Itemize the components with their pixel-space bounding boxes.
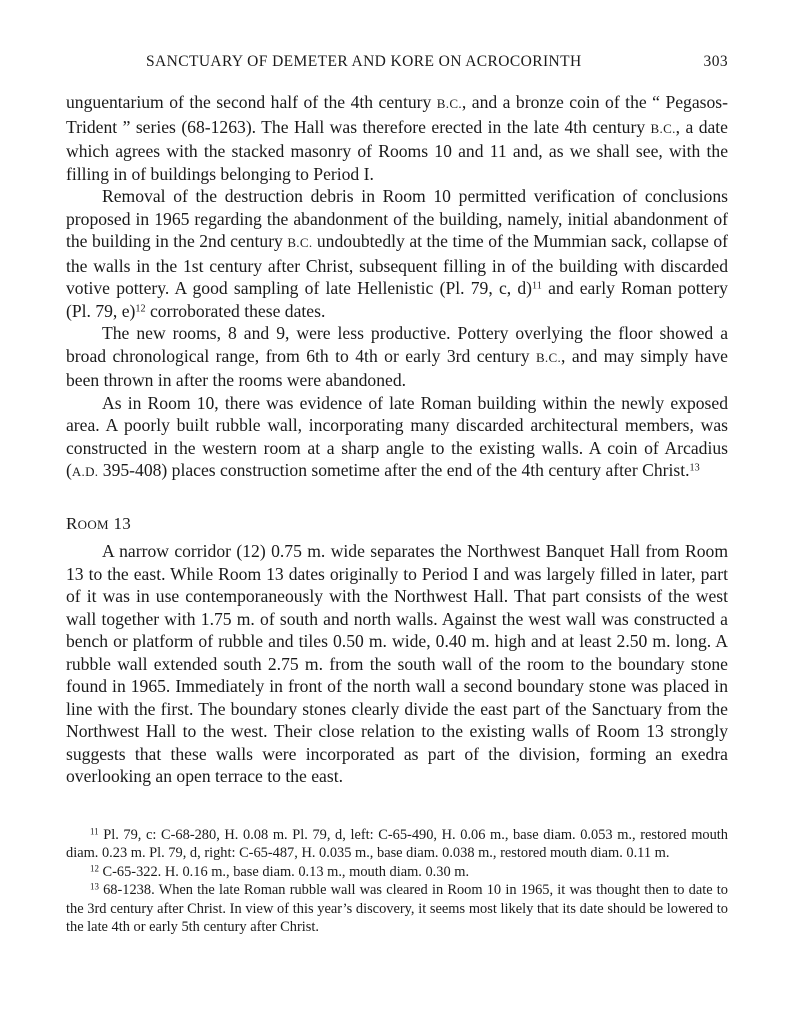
paragraph-4: As in Room 10, there was evidence of late Roman building within the newly exposed area. A poorly built rubble wall, incorporating many discarded architectural members, was constructed in the western room at a sharp angle to the existing walls. A coin of Arcadius (A.D. 395-408) places construction sometime after the end of the 4th century after Christ.$^{13}$	[66, 392, 728, 480]
page-number: 303	[703, 53, 728, 70]
paragraph-2: Removal of the destruction debris in Room 10 permitted verification of conclusions proposed in 1965 regarding the abandonment of the building, namely, initial abandonment of the building in the 2nd century B.C. undoubtedly at the time of the Mummian sack, collapse of the walls in the 1st century after Christ, subsequent filling in of the building with discarded votive pottery. A good sampling of late Hellenistic (Pl. 79, c, d)$^{11}$ and early Roman pottery (Pl. 79, e)$^{12}$ corroborated these dates.	[66, 186, 728, 321]
footnote-ref-12: 12	[135, 302, 146, 314]
paragraph-1: unguentarium of the second half of the 4th century B.C., and a bronze coin of the “ Pegasos-Trident ” series (68-1263). The Hall was therefore erected in the late 4th century B.C., a date which agrees with the stacked masonry of Rooms 10 and 11 and, as we shall see, with the filling in of buildings belonging to Period I.	[66, 92, 728, 184]
footnote-12: $^{12}$ C-65-322. H. 0.16 m., base diam. 0.13 m., mouth diam. 0.30 m.	[90, 863, 470, 880]
section-heading-room-13: ROOM 13	[66, 514, 132, 533]
footnote-11: $^{11}$ Pl. 79, c: C-68-280, H. 0.08 m. Pl. 79, d, left: C-65-490, H. 0.06 m., base diam. 0.053 m., restored mouth diam. 0.23 m. Pl. 79, d, right: C-65-487, H. 0.035 m., base diam. 0.038 m., restored mouth diam. 0.11 m.	[66, 826, 728, 862]
footnote-ref-11: 11	[532, 280, 542, 292]
paragraph-room-13: A narrow corridor (12) 0.75 m. wide separates the Northwest Banquet Hall from Room 13 to the east. While Room 13 dates originally to Period I and was largely filled in later, part of it was in use contemporaneously with the Northwest Hall. That part consists of the west wall together with 1.75 m. of south and north walls. Against the west wall was constructed a bench or platform of rubble and tiles 0.50 m. wide, 0.40 m. high and at least 2.50 m. long. A rubble wall extended south 2.75 m. from the south wall of the room to the boundary stone found in 1965. Immediately in front of the north wall a second boundary stone was placed in line with the first. The boundary stones clearly divide the east part of the Sanctuary from the Northwest Hall to the west. Their close relation to the existing walls of Room 13 strongly suggests that these walls were incorporated as part of the division, forming an exedra overlooking an open terrace to the east.	[66, 541, 728, 786]
footnote-13: $^{13}$ 68-1238. When the late Roman rubble wall was cleared in Room 10 in 1965, it was thought then to date to the 3rd century after Christ. In view of this year’s discovery, it seems most likely that its date should be lowered to the late 4th or early 5th century after Christ.	[66, 881, 728, 936]
paragraph-3: The new rooms, 8 and 9, were less productive. Pottery overlying the floor showed a broad chronological range, from 6th to 4th or early 3rd century B.C., and may simply have been thrown in after the rooms were abandoned.	[66, 323, 728, 390]
running-head	[66, 53, 728, 75]
footnote-ref-13: 13	[689, 462, 700, 474]
footnotes	[66, 826, 728, 936]
body-text-room-13	[66, 540, 728, 788]
body-text-upper	[66, 91, 728, 484]
running-head-title: SANCTUARY OF DEMETER AND KORE ON ACROCORINTH	[146, 53, 582, 70]
